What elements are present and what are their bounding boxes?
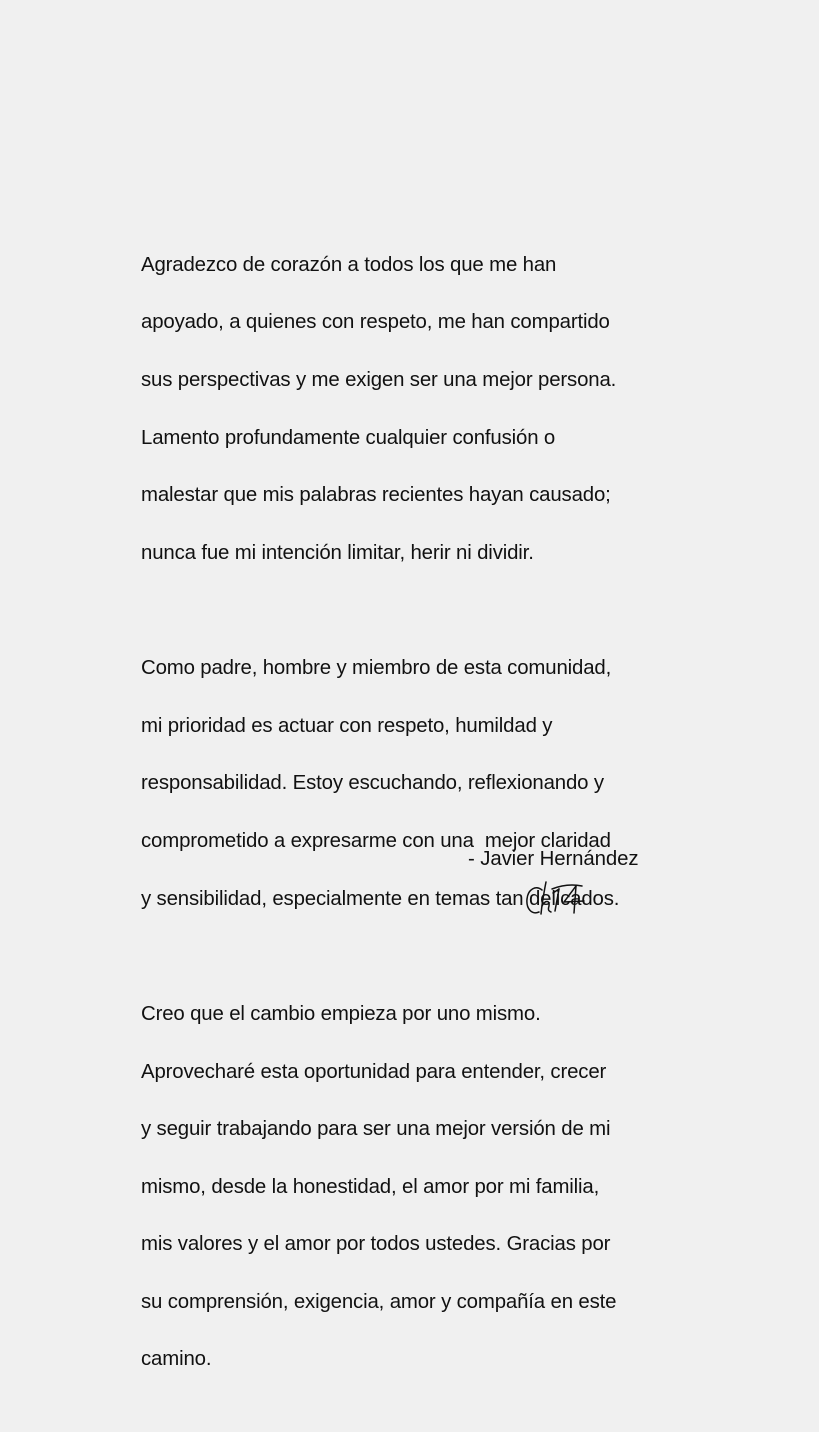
letter-line: y seguir trabajando para ser una mejor versión de mi <box>141 1118 611 1141</box>
signoff-name: - Javier Hernández <box>468 848 639 870</box>
letter-line: responsabilidad. Estoy escuchando, reflexionando y <box>141 772 604 795</box>
letter-body <box>141 222 701 1432</box>
letter-line: nunca fue mi intención limitar, herir ni dividir. <box>141 541 534 564</box>
letter-line: Creo que el cambio empieza por uno mismo. <box>141 1002 541 1025</box>
letter-line: Agradezco de corazón a todos los que me han <box>141 253 557 276</box>
letter-line: su comprensión, exigencia, amor y compañía en este <box>141 1290 617 1313</box>
letter-line: mi prioridad es actuar con respeto, humildad y <box>141 714 553 737</box>
paragraph-change <box>141 971 701 1403</box>
letter-line: y sensibilidad, especialmente en temas tan delicados. <box>141 887 620 910</box>
handwritten-signature <box>522 878 602 920</box>
letter-line: malestar que mis palabras recientes hayan causado; <box>141 484 611 507</box>
letter-line: sus perspectivas y me exigen ser una mejor persona. <box>141 368 617 391</box>
letter-line: Aprovecharé esta oportunidad para entender, crecer <box>141 1060 607 1083</box>
letter-line: Lamento profundamente cualquier confusión o <box>141 426 556 449</box>
paragraph-responsibility <box>141 625 701 942</box>
letter-line: camino. <box>141 1348 212 1371</box>
letter-line: mismo, desde la honestidad, el amor por mi familia, <box>141 1175 600 1198</box>
letter-line: mis valores y el amor por todos ustedes. Gracias por <box>141 1233 611 1256</box>
letter-line: apoyado, a quienes con respeto, me han compartido <box>141 311 610 334</box>
paragraph-gratitude <box>141 222 701 596</box>
letter-line: comprometido a expresarme con una mejor claridad <box>141 829 611 852</box>
letter-line: Como padre, hombre y miembro de esta comunidad, <box>141 657 612 680</box>
